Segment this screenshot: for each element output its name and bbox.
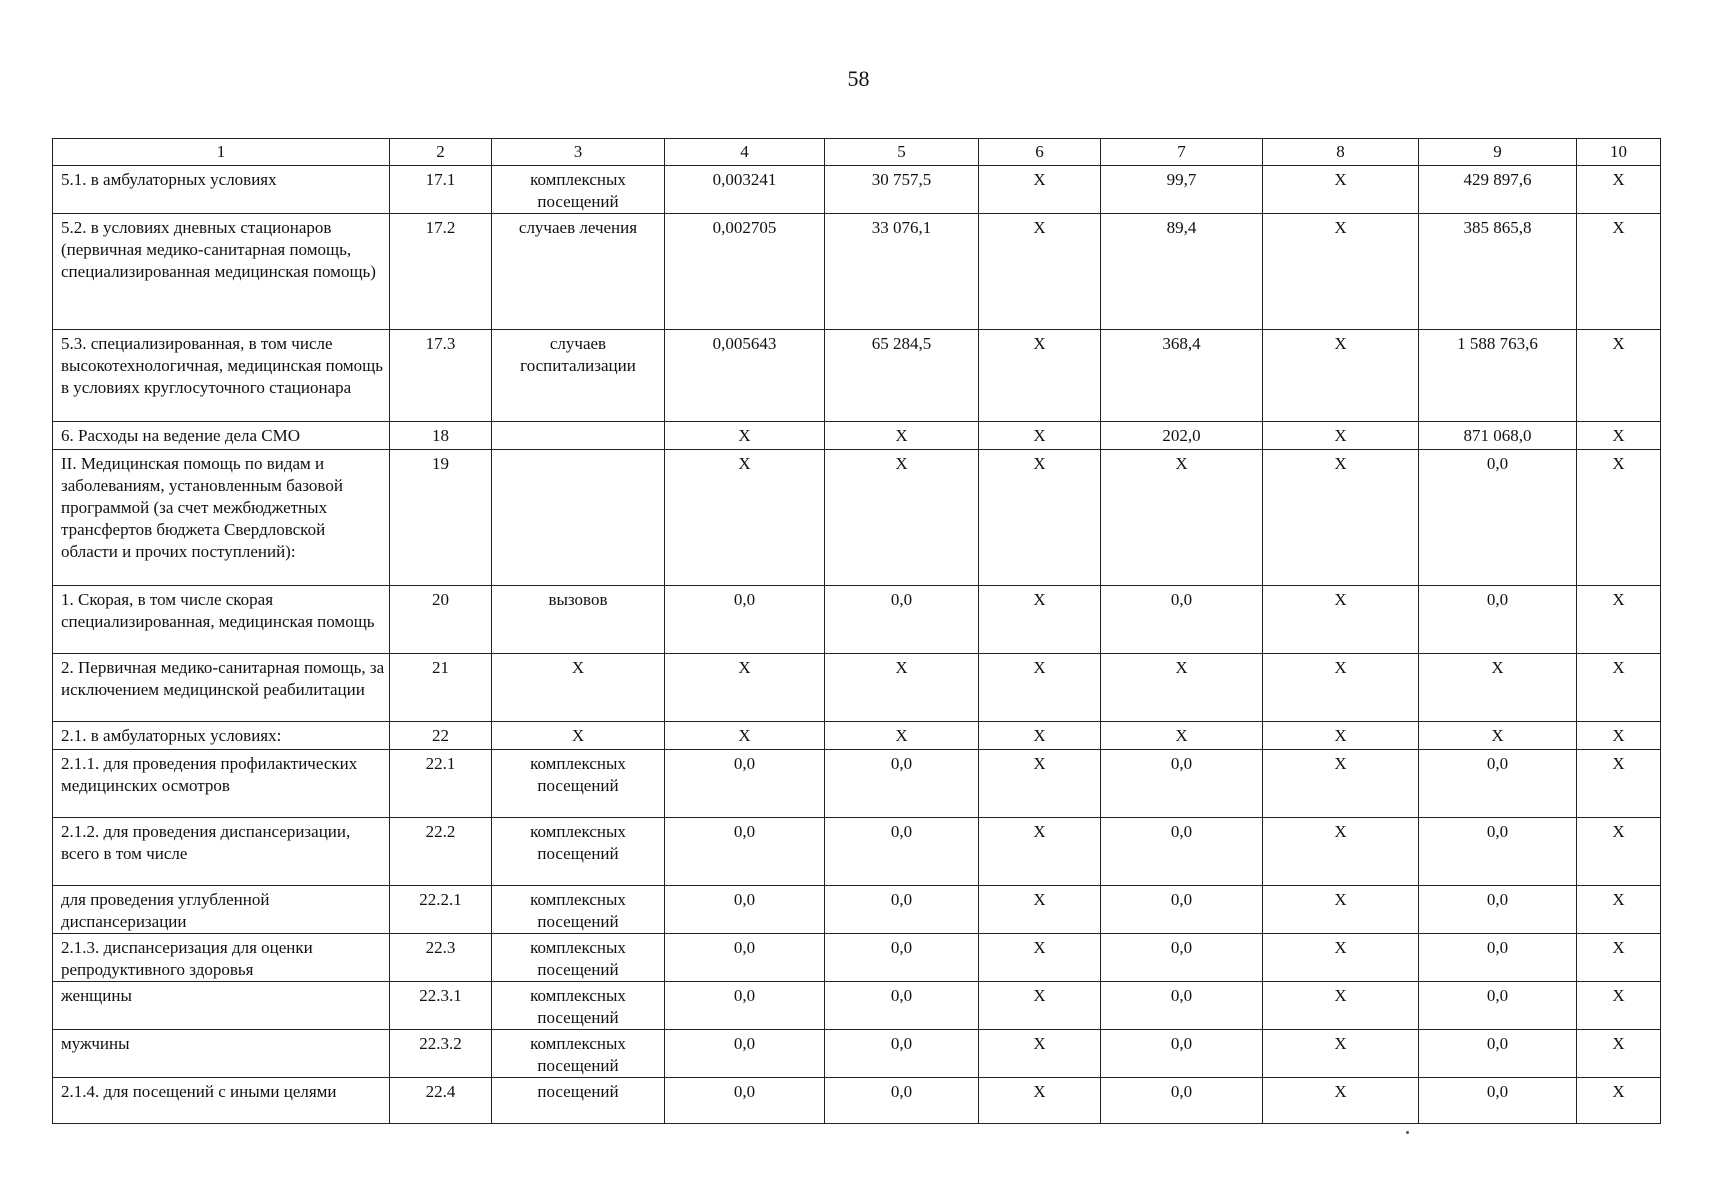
cell-col-6: X — [979, 450, 1101, 586]
cell-col-5: 0,0 — [825, 1030, 979, 1078]
table-row — [53, 422, 1661, 450]
cell-col-5: X — [825, 450, 979, 586]
scan-speck — [1406, 1131, 1409, 1134]
cell-col-8: X — [1263, 166, 1419, 214]
cell-col-9: 0,0 — [1419, 934, 1577, 982]
cell-col-7: 89,4 — [1101, 214, 1263, 330]
cell-col-4: X — [665, 722, 825, 750]
column-header: 1 — [53, 139, 390, 166]
row-name: 2.1.1. для проведения профилактических медицинских осмотров — [53, 750, 390, 818]
cell-col-4: X — [665, 422, 825, 450]
table-row — [53, 214, 1661, 330]
row-name: женщины — [53, 982, 390, 1030]
table-row — [53, 818, 1661, 886]
cell-col-9: 0,0 — [1419, 1030, 1577, 1078]
cell-col-10: X — [1577, 1030, 1661, 1078]
cell-col-4: 0,0 — [665, 1030, 825, 1078]
cell-col-6: X — [979, 586, 1101, 654]
cell-col-6: X — [979, 1030, 1101, 1078]
cell-col-6: X — [979, 330, 1101, 422]
cell-col-7: 0,0 — [1101, 1078, 1263, 1124]
row-unit: комплексных посещений — [492, 818, 665, 886]
row-code: 22.3.1 — [390, 982, 492, 1030]
row-name: 5.3. специализированная, в том числе высокотехнологичная, медицинская помощь в условиях круглосуточного стационара — [53, 330, 390, 422]
cell-col-8: X — [1263, 886, 1419, 934]
cell-col-6: X — [979, 934, 1101, 982]
data-table — [52, 138, 1661, 1124]
cell-col-10: X — [1577, 750, 1661, 818]
cell-col-5: 33 076,1 — [825, 214, 979, 330]
column-header: 4 — [665, 139, 825, 166]
cell-col-8: X — [1263, 422, 1419, 450]
cell-col-4: 0,0 — [665, 750, 825, 818]
cell-col-10: X — [1577, 450, 1661, 586]
row-unit: комплексных посещений — [492, 982, 665, 1030]
cell-col-8: X — [1263, 330, 1419, 422]
table-row — [53, 934, 1661, 982]
table-row — [53, 654, 1661, 722]
cell-col-9: 1 588 763,6 — [1419, 330, 1577, 422]
cell-col-10: X — [1577, 982, 1661, 1030]
cell-col-4: 0,003241 — [665, 166, 825, 214]
cell-col-4: 0,0 — [665, 886, 825, 934]
row-code: 22.1 — [390, 750, 492, 818]
row-unit — [492, 450, 665, 586]
row-name: 2.1.4. для посещений с иными целями — [53, 1078, 390, 1124]
cell-col-9: X — [1419, 654, 1577, 722]
cell-col-4: X — [665, 654, 825, 722]
cell-col-10: X — [1577, 214, 1661, 330]
page-number: 58 — [847, 66, 870, 91]
cell-col-7: 0,0 — [1101, 818, 1263, 886]
row-name: 5.2. в условиях дневных стационаров (первичная медико-санитарная помощь, специализированная медицинская помощь) — [53, 214, 390, 330]
row-code: 19 — [390, 450, 492, 586]
cell-col-4: 0,002705 — [665, 214, 825, 330]
cell-col-5: X — [825, 722, 979, 750]
row-code: 17.2 — [390, 214, 492, 330]
row-unit: вызовов — [492, 586, 665, 654]
row-code: 17.3 — [390, 330, 492, 422]
row-unit: комплексных посещений — [492, 934, 665, 982]
cell-col-10: X — [1577, 818, 1661, 886]
cell-col-7: 202,0 — [1101, 422, 1263, 450]
cell-col-8: X — [1263, 934, 1419, 982]
cell-col-7: 0,0 — [1101, 982, 1263, 1030]
cell-col-5: 0,0 — [825, 586, 979, 654]
column-header: 9 — [1419, 139, 1577, 166]
row-code: 21 — [390, 654, 492, 722]
row-code: 17.1 — [390, 166, 492, 214]
cell-col-8: X — [1263, 214, 1419, 330]
row-code: 22.4 — [390, 1078, 492, 1124]
row-name: 2. Первичная медико-санитарная помощь, за исключением медицинской реабилитации — [53, 654, 390, 722]
cell-col-9: 385 865,8 — [1419, 214, 1577, 330]
cell-col-9: X — [1419, 722, 1577, 750]
cell-col-9: 0,0 — [1419, 818, 1577, 886]
cell-col-4: 0,0 — [665, 586, 825, 654]
table-row — [53, 166, 1661, 214]
cell-col-5: 0,0 — [825, 982, 979, 1030]
cell-col-6: X — [979, 422, 1101, 450]
cell-col-7: 0,0 — [1101, 750, 1263, 818]
cell-col-9: 0,0 — [1419, 450, 1577, 586]
cell-col-10: X — [1577, 934, 1661, 982]
row-unit: комплексных посещений — [492, 166, 665, 214]
cell-col-7: 0,0 — [1101, 934, 1263, 982]
cell-col-5: 30 757,5 — [825, 166, 979, 214]
cell-col-6: X — [979, 982, 1101, 1030]
row-name: 1. Скорая, в том числе скорая специализированная, медицинская помощь — [53, 586, 390, 654]
cell-col-5: 0,0 — [825, 886, 979, 934]
cell-col-8: X — [1263, 654, 1419, 722]
cell-col-4: 0,0 — [665, 1078, 825, 1124]
column-header: 5 — [825, 139, 979, 166]
row-unit: комплексных посещений — [492, 750, 665, 818]
row-code: 22.3.2 — [390, 1030, 492, 1078]
cell-col-7: X — [1101, 654, 1263, 722]
cell-col-6: X — [979, 654, 1101, 722]
cell-col-8: X — [1263, 450, 1419, 586]
row-code: 20 — [390, 586, 492, 654]
row-code: 22.2 — [390, 818, 492, 886]
cell-col-8: X — [1263, 750, 1419, 818]
cell-col-8: X — [1263, 982, 1419, 1030]
cell-col-6: X — [979, 214, 1101, 330]
row-unit: посещений — [492, 1078, 665, 1124]
cell-col-7: X — [1101, 450, 1263, 586]
cell-col-5: 65 284,5 — [825, 330, 979, 422]
cell-col-10: X — [1577, 654, 1661, 722]
cell-col-10: X — [1577, 1078, 1661, 1124]
cell-col-4: 0,0 — [665, 818, 825, 886]
row-name: 2.1.3. диспансеризация для оценки репродуктивного здоровья — [53, 934, 390, 982]
cell-col-6: X — [979, 750, 1101, 818]
row-code: 22.2.1 — [390, 886, 492, 934]
row-unit — [492, 422, 665, 450]
table-row — [53, 586, 1661, 654]
cell-col-9: 0,0 — [1419, 1078, 1577, 1124]
cell-col-10: X — [1577, 886, 1661, 934]
header-row — [53, 139, 1661, 166]
row-name: мужчины — [53, 1030, 390, 1078]
table-row — [53, 886, 1661, 934]
cell-col-8: X — [1263, 818, 1419, 886]
cell-col-10: X — [1577, 330, 1661, 422]
row-unit: случаев лечения — [492, 214, 665, 330]
cell-col-7: 0,0 — [1101, 586, 1263, 654]
cell-col-5: 0,0 — [825, 750, 979, 818]
row-name: 2.1.2. для проведения диспансеризации, всего в том числе — [53, 818, 390, 886]
column-header: 10 — [1577, 139, 1661, 166]
column-header: 6 — [979, 139, 1101, 166]
column-header: 7 — [1101, 139, 1263, 166]
cell-col-8: X — [1263, 1078, 1419, 1124]
cell-col-5: 0,0 — [825, 934, 979, 982]
cell-col-7: 0,0 — [1101, 886, 1263, 934]
cell-col-6: X — [979, 722, 1101, 750]
table-row — [53, 1078, 1661, 1124]
cell-col-6: X — [979, 818, 1101, 886]
row-code: 22.3 — [390, 934, 492, 982]
row-unit: комплексных посещений — [492, 1030, 665, 1078]
cell-col-10: X — [1577, 722, 1661, 750]
column-header: 2 — [390, 139, 492, 166]
row-name: 2.1. в амбулаторных условиях: — [53, 722, 390, 750]
cell-col-7: 99,7 — [1101, 166, 1263, 214]
cell-col-9: 0,0 — [1419, 750, 1577, 818]
cell-col-6: X — [979, 886, 1101, 934]
cell-col-10: X — [1577, 166, 1661, 214]
cell-col-4: X — [665, 450, 825, 586]
cell-col-7: 368,4 — [1101, 330, 1263, 422]
cell-col-4: 0,005643 — [665, 330, 825, 422]
cell-col-8: X — [1263, 722, 1419, 750]
table-row — [53, 330, 1661, 422]
table-row — [53, 722, 1661, 750]
row-code: 18 — [390, 422, 492, 450]
row-name: 6. Расходы на ведение дела СМО — [53, 422, 390, 450]
cell-col-5: X — [825, 654, 979, 722]
cell-col-9: 0,0 — [1419, 982, 1577, 1030]
cell-col-7: X — [1101, 722, 1263, 750]
table-body — [53, 166, 1661, 1124]
cell-col-5: X — [825, 422, 979, 450]
cell-col-6: X — [979, 166, 1101, 214]
cell-col-8: X — [1263, 1030, 1419, 1078]
cell-col-9: 429 897,6 — [1419, 166, 1577, 214]
cell-col-7: 0,0 — [1101, 1030, 1263, 1078]
cell-col-4: 0,0 — [665, 982, 825, 1030]
row-code: 22 — [390, 722, 492, 750]
column-header: 3 — [492, 139, 665, 166]
row-unit: X — [492, 654, 665, 722]
table-row — [53, 750, 1661, 818]
table-row — [53, 982, 1661, 1030]
row-name: 5.1. в амбулаторных условиях — [53, 166, 390, 214]
cell-col-10: X — [1577, 586, 1661, 654]
cell-col-9: 0,0 — [1419, 586, 1577, 654]
table-row — [53, 450, 1661, 586]
cell-col-6: X — [979, 1078, 1101, 1124]
row-unit: X — [492, 722, 665, 750]
row-unit: случаев госпитализации — [492, 330, 665, 422]
cell-col-5: 0,0 — [825, 818, 979, 886]
cell-col-5: 0,0 — [825, 1078, 979, 1124]
cell-col-8: X — [1263, 586, 1419, 654]
row-unit: комплексных посещений — [492, 886, 665, 934]
row-name: для проведения углубленной диспансеризации — [53, 886, 390, 934]
column-header: 8 — [1263, 139, 1419, 166]
cell-col-9: 0,0 — [1419, 886, 1577, 934]
cell-col-9: 871 068,0 — [1419, 422, 1577, 450]
row-name: II. Медицинская помощь по видам и заболеваниям, установленным базовой программой (за счет межбюджетных трансфертов бюджета Свердловской области и прочих поступлений): — [53, 450, 390, 586]
table-row — [53, 1030, 1661, 1078]
cell-col-10: X — [1577, 422, 1661, 450]
cell-col-4: 0,0 — [665, 934, 825, 982]
